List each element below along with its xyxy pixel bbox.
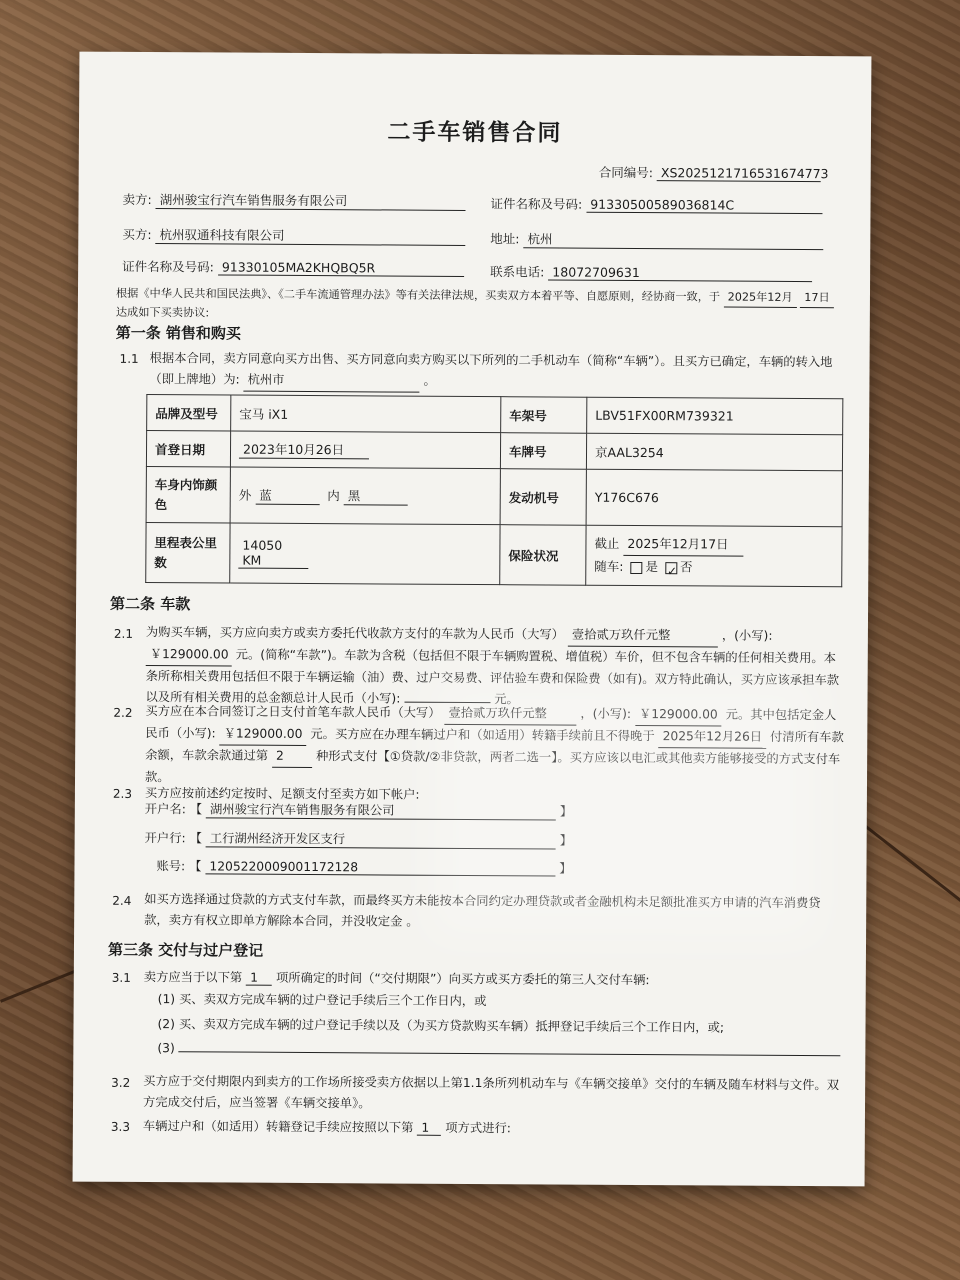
- account-no-row: [156, 856, 571, 877]
- transfer-option: 1: [417, 1121, 441, 1136]
- delivery-option-3-blank: [179, 1038, 841, 1056]
- clause-2-2-text-a: 买方应在本合同签订之日支付首笔车款人民币（大写）: [145, 704, 441, 720]
- plate-label: 车牌号: [500, 433, 586, 470]
- exterior-label: 外: [238, 487, 252, 503]
- contract-no-label: 合同编号:: [598, 164, 653, 181]
- clause-3-3: [143, 1116, 511, 1136]
- address-label: 地址:: [490, 231, 520, 247]
- delivery-option-2: (2) 买、卖双方完成车辆的过户登记手续以及（为买方贷款购买车辆）抵押登记手续后三个工作日内，或;: [157, 1017, 725, 1035]
- seller-name: 湖州骏宝行汽车销售服务有限公司: [156, 190, 466, 211]
- clause-3-1-num: 3.1: [111, 970, 131, 985]
- follow-label: 随车:: [594, 558, 624, 574]
- article-1-heading: 第一条 销售和购买: [115, 323, 242, 343]
- address: 杭州: [523, 229, 823, 250]
- clause-2-3-text: 买方应按前述约定按时、足额支付至卖方如下帐户:: [144, 786, 420, 802]
- plate-value: 京AAL3254: [586, 433, 842, 471]
- delivery-option-1: (1) 买、卖双方完成车辆的过户登记手续后三个工作日内，或: [157, 992, 487, 1009]
- odometer-value: 14050 KM: [238, 538, 308, 569]
- clause-2-2-text-c: 元。其中包括定金人民币（小写):: [145, 707, 837, 741]
- odometer-cell: [230, 523, 500, 585]
- contract-no: XS2025121716531674773: [657, 165, 821, 182]
- seller-id-label: 证件名称及号码:: [490, 196, 583, 212]
- phone-label: 联系电话:: [490, 264, 545, 280]
- seller-row: [122, 190, 465, 211]
- account-name-label: 开户名:: [144, 802, 186, 817]
- seller-id-row: [490, 194, 822, 214]
- clause-2-2: [145, 701, 846, 792]
- contract-page: [73, 52, 872, 1187]
- intro-date-a: 2025年12月: [724, 289, 797, 308]
- phone-row: [490, 262, 812, 282]
- bank-row: [145, 828, 573, 850]
- color-label: 车身内饰颜色: [146, 467, 230, 524]
- account-no: 1205220009001172128: [205, 859, 555, 876]
- account-name-row: [145, 799, 573, 821]
- contract-no-row: [598, 163, 829, 182]
- buyer-row: [122, 225, 465, 246]
- color-cell: [230, 467, 500, 525]
- clause-2-2-text-d: 元。买方应在办理车辆过户和（如适用）转籍手续前且不得晚于: [310, 727, 655, 744]
- insurance-cell: [586, 525, 842, 587]
- first-payment-capital: 壹拾贰万玖仟元整: [444, 703, 576, 726]
- phone: 18072709631: [548, 264, 812, 282]
- engine-value: Y176C676: [586, 469, 842, 527]
- clause-2-1-text-d: 元。: [494, 692, 519, 707]
- bank-label: 开户行:: [144, 831, 186, 846]
- follow-row: [594, 556, 833, 579]
- wood-seam: [858, 820, 960, 945]
- clause-2-3-num: 2.3: [112, 786, 133, 801]
- intro-text: 根据《中华人民共和国民法典》、《二手车流通管理办法》等有关法律法规，买卖双方本着平等、自愿原则，经协商一致，于: [115, 286, 721, 304]
- no-label: 否: [679, 559, 693, 575]
- clause-3-1-text-a: 卖方应当于以下第: [143, 970, 243, 985]
- clause-2-1-text-c: 元。(简称“车款”)。车款为含税（包括但不限于车辆购置税、增值税）车价，但不包含车辆的任何相关费用。本条所称相关费用包括但不限于车辆运输（油）费、过户交易费、评估验车费和保险费（如有)。双方特此确认，买方应该承担车款以及所有相关费用的总金额总计人民币（小写):: [145, 647, 840, 706]
- intro-paragraph: [116, 285, 846, 326]
- clause-3-3-text-a: 车辆过户和（如适用）转籍登记手续应按照以下第: [142, 1118, 414, 1135]
- brand-value: 宝马 iX1: [231, 395, 501, 433]
- vin-label: 车架号: [501, 397, 587, 434]
- article-2-heading: 第二条 车款: [110, 594, 191, 614]
- address-row: [490, 229, 823, 250]
- clause-2-4-num: 2.4: [112, 893, 132, 908]
- bank-name: 工行湖州经济开发区支行: [206, 828, 556, 849]
- interior-label: 内: [327, 488, 340, 504]
- clause-3-3-text-b: 项方式进行:: [445, 1120, 511, 1136]
- price-amount: ￥129000.00: [146, 644, 232, 667]
- clause-2-1: [145, 622, 846, 712]
- insurance-label: 保险状况: [500, 525, 586, 586]
- balance-due-date: 2025年12月26日: [659, 726, 767, 749]
- yes-checkbox[interactable]: [630, 561, 642, 573]
- interior-color: 黑: [344, 486, 408, 505]
- clause-2-2-text-b: ，(小写):: [580, 706, 632, 721]
- clause-1-1-end: 。: [423, 373, 436, 388]
- article-3-heading: 第三条 交付与过户登记: [107, 940, 264, 960]
- no-checkbox[interactable]: [665, 562, 677, 574]
- reg-date-value: 2023年10月26日: [239, 440, 369, 460]
- reg-date-label: 首登日期: [146, 431, 230, 468]
- buyer-name: 杭州驭通科技有限公司: [155, 225, 465, 246]
- account-name: 湖州骏宝行汽车销售服务有限公司: [206, 799, 556, 820]
- vin-value: LBV51FX00RM739321: [587, 397, 843, 435]
- seller-id: 91330500589036814C: [586, 197, 822, 214]
- exterior-color: 蓝: [255, 486, 319, 505]
- clause-2-1-text-a: 为购买车辆，买方应向卖方或卖方委托代收款方支付的车款为人民币（大写）: [145, 625, 565, 642]
- buyer-id: 91330105MA2KHQBQ5R: [218, 259, 464, 277]
- account-name-rb: 】: [559, 804, 573, 819]
- clause-2-2-text-f: 种形式支付【①贷款/②非贷款，两者二选一】。买方应该以电汇或其他卖方能够接受的方式支付车款。: [144, 749, 841, 785]
- brand-label: 品牌及型号: [147, 395, 231, 432]
- price-capital: 壹拾贰万玖仟元整: [568, 625, 718, 648]
- clause-1-1: [149, 348, 845, 395]
- reg-date-cell: [230, 431, 500, 469]
- delivery-option-3-label: (3): [157, 1041, 175, 1056]
- deposit-amount: ￥129000.00: [220, 723, 307, 746]
- buyer-id-label: 证件名称及号码:: [122, 258, 214, 275]
- first-payment-amount: ￥129000.00: [635, 704, 722, 727]
- insurance-until: 截止: [594, 535, 620, 551]
- account-no-label: 账号:: [156, 859, 186, 874]
- seller-label: 卖方:: [122, 191, 152, 208]
- clause-1-1-text: 根据本合同，卖方同意向买方出售、买方同意向卖方购买以下所列的二手机动车（简称“车辆”）。且买方已确定，车辆的转入地（即上牌地）为:: [149, 351, 833, 387]
- odometer-label: 里程表公里数: [146, 523, 230, 584]
- buyer-id-row: [122, 257, 464, 277]
- account-name-lb: 【: [189, 802, 203, 817]
- clause-3-3-num: 3.3: [110, 1119, 131, 1134]
- clause-2-4: 如买方选择通过贷款的方式支付车款，而最终买方未能按本合同约定办理贷款或者金融机构未足额批准买方申请的汽车消费贷款，卖方有权立即单方解除本合同，并没收定金 。: [144, 892, 821, 929]
- clause-3-2-num: 3.2: [111, 1075, 131, 1090]
- delivery-option: 1: [246, 971, 272, 986]
- insurance-date: 2025年12月17日: [623, 533, 743, 557]
- yes-label: 是: [645, 559, 659, 575]
- clause-2-2-text-e: 付清所有车款余额，车款余款通过第: [145, 729, 844, 763]
- clause-3-1-text-b: 项所确定的时间（“交付期限”）向买方或买方委托的第三人交付车辆:: [275, 970, 650, 988]
- delivery-option-3: [157, 1038, 840, 1059]
- account-no-lb: 【: [189, 859, 202, 874]
- clause-3-1: [144, 967, 650, 988]
- clause-3-2: 买方应于交付期限内到卖方的工作场所接受卖方依据以上第1.1条所列机动车与《车辆交接单》交付的车辆及随车材料与文件。双方完成交付后，应当签署《车辆交接单》。: [143, 1074, 840, 1111]
- bank-lb: 【: [189, 831, 202, 846]
- clause-2-1-num: 2.1: [113, 626, 134, 641]
- intro-end: 达成如下买卖协议:: [115, 305, 210, 320]
- buyer-label: 买方:: [122, 226, 152, 243]
- payment-method-option: 2: [272, 746, 312, 768]
- vehicle-table: [145, 394, 843, 587]
- bank-rb: 】: [559, 833, 573, 848]
- clause-2-2-num: 2.2: [113, 705, 133, 720]
- account-no-rb: 】: [559, 861, 572, 876]
- insurance-date-row: [594, 533, 833, 557]
- intro-date-b: 17日: [800, 289, 834, 308]
- contract-title: 二手车销售合同: [387, 119, 563, 147]
- clause-1-1-num: 1.1: [119, 351, 139, 366]
- transfer-city: 杭州市: [244, 370, 420, 393]
- engine-label: 发动机号: [500, 469, 586, 526]
- clause-2-1-text-b: ，(小写):: [721, 628, 773, 643]
